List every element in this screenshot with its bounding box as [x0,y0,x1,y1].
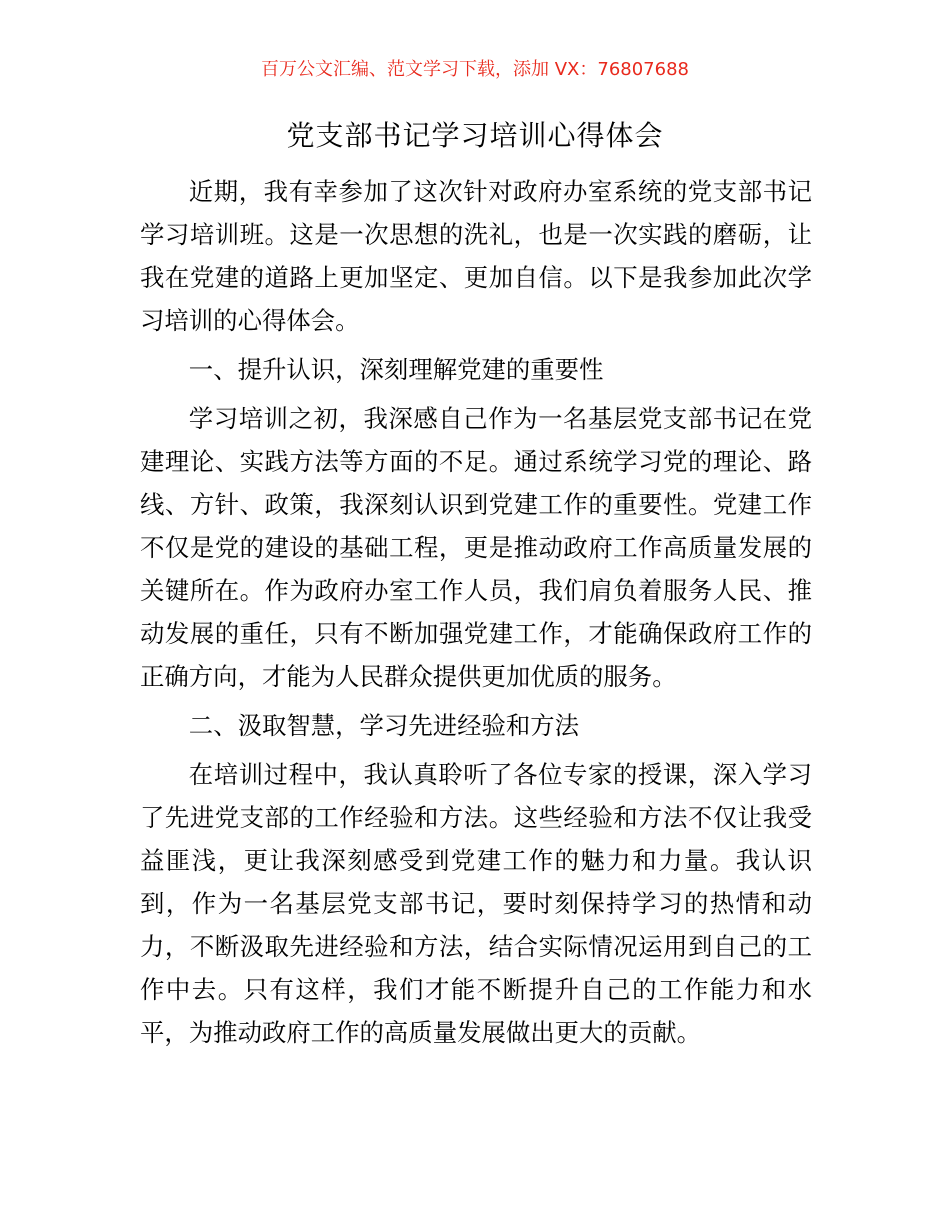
section-heading-1: 一、提升认识，深刻理解党建的重要性 [188,355,604,384]
section-2-paragraph: 在培训过程中，我认真聆听了各位专家的授课，深入学习了先进党支部的工作经验和方法。这些经验和方法不仅让我受益匪浅，更让我深刻感受到党建工作的魅力和力量。我认识到，作为一名基层党支部书记，要时刻保持学习的热情和动力，不断汲取先进经验和方法，结合实际情况运用到自己的工作中去。只有这样，我们才能不断提升自己的工作能力和水平，为推动政府工作的高质量发展做出更大的贡献。 [140,760,812,1047]
document-body [140,170,812,1054]
section-1-paragraph: 学习培训之初，我深感自己作为一名基层党支部书记在党建理论、实践方法等方面的不足。通过系统学习党的理论、路线、方针、政策，我深刻认识到党建工作的重要性。党建工作不仅是党的建设的基础工程，更是推动政府工作高质量发展的关键所在。作为政府办室工作人员，我们肩负着服务人民、推动发展的重任，只有不断加强党建工作，才能确保政府工作的正确方向，才能为人民群众提供更加优质的服务。 [140,404,812,691]
header-contact-note: 百万公文汇编、范文学习下载，添加 VX：76807688 [261,59,689,80]
intro-paragraph: 近期，我有幸参加了这次针对政府办室系统的党支部书记学习培训班。这是一次思想的洗礼，也是一次实践的磨砺，让我在党建的道路上更加坚定、更加自信。以下是我参加此次学习培训的心得体会。 [140,177,812,335]
section-heading-2: 二、汲取智慧，学习先进经验和方法 [188,711,580,740]
document-title: 党支部书记学习培训心得体会 [286,119,664,152]
